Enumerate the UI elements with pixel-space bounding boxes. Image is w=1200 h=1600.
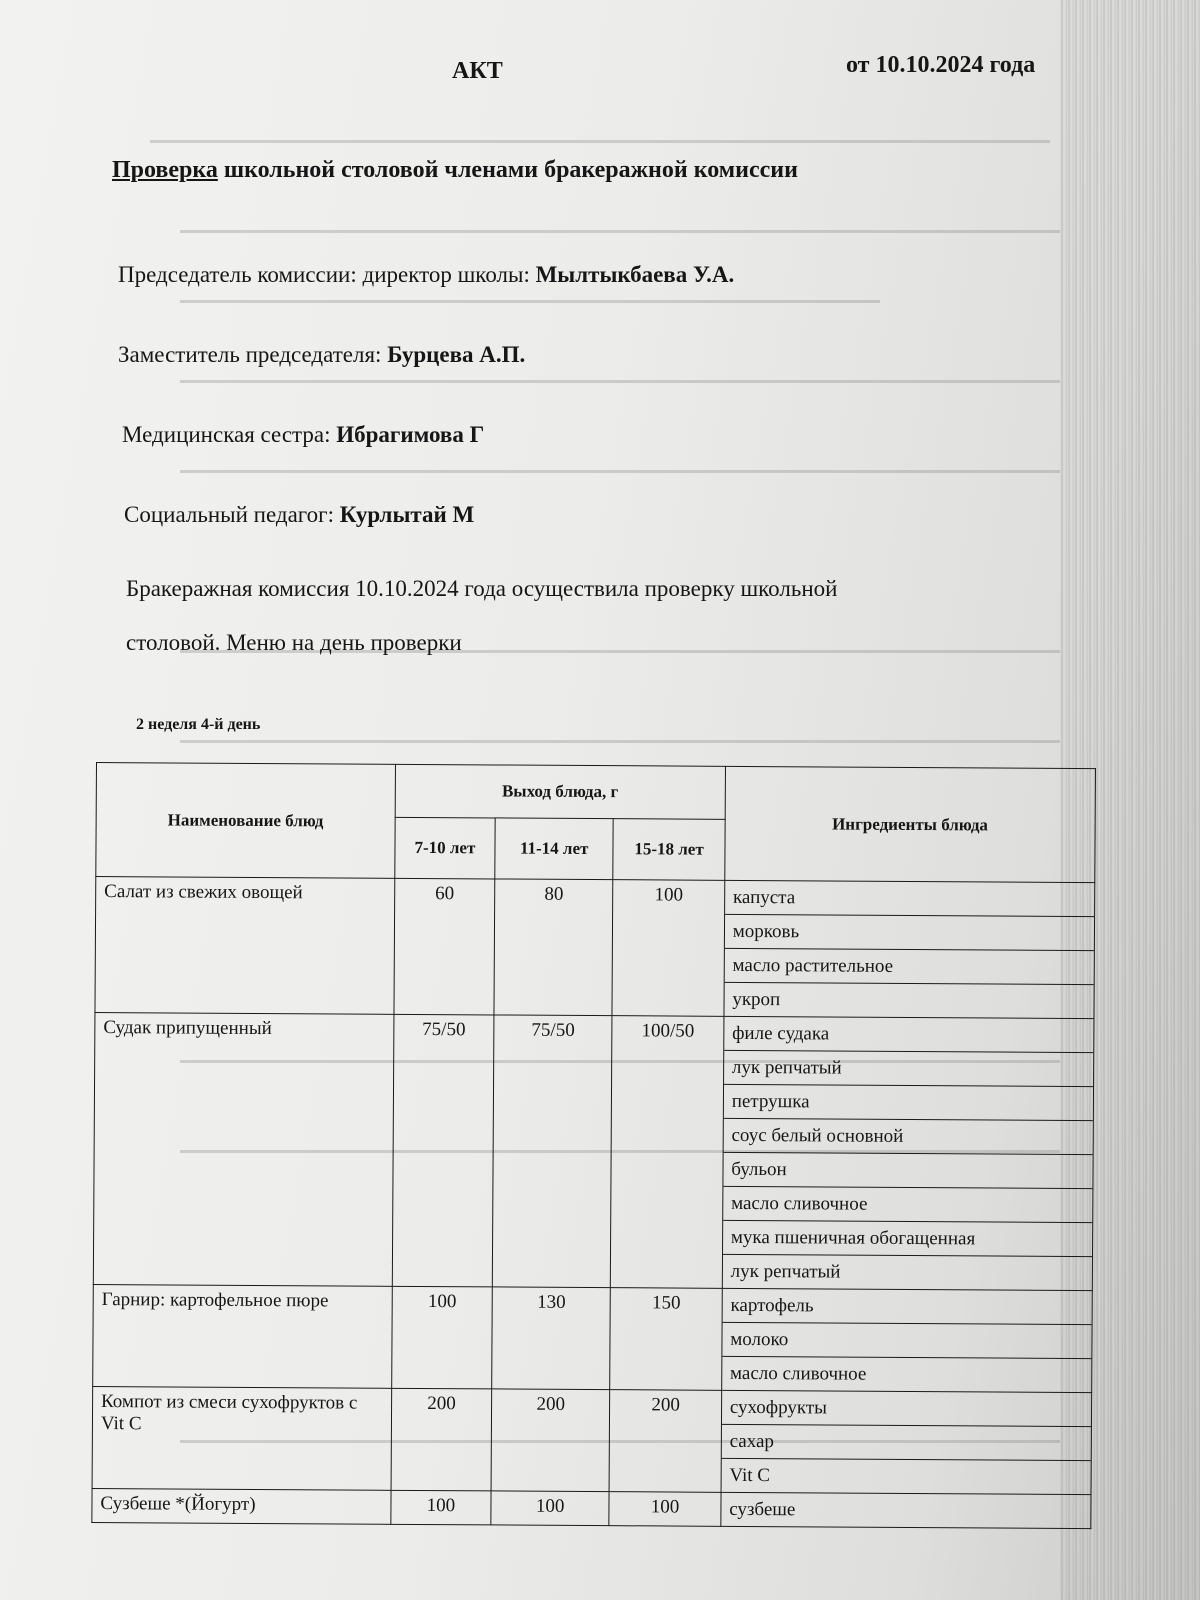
paragraph-line-1: Бракеражная комиссия 10.10.2024 года осуществила проверку школьной [126,576,838,601]
member-role: Заместитель председателя: [118,342,388,367]
portion-cell-age3: 150 [610,1288,722,1391]
ingredients-cell [724,880,1095,1018]
member-role: Медицинская сестра: [122,422,337,447]
document-heading [112,157,798,184]
heading-underlined-word: Проверка [112,157,218,183]
ingredient-item: масло сливочное [723,1187,1092,1223]
portion-cell-age2: 130 [492,1287,611,1390]
ingredients-cell [721,1390,1092,1494]
dish-name-cell: Сузбеше *(Йогурт) [92,1488,391,1524]
member-name: Ибрагимова Г [336,422,485,447]
ingredient-item: сузбеше [729,1498,796,1521]
column-header-dish: Наименование блюд [96,763,395,879]
column-header-age-11-14: 11-14 лет [495,818,614,880]
ingredients-cell [721,1288,1092,1392]
table-row [93,1012,1094,1290]
ingredient-item: петрушка [724,1085,1093,1121]
menu-table [91,762,1096,1529]
dish-name-cell: Компот из смеси сухофруктов с Vit C [92,1386,391,1490]
column-header-age-7-10: 7-10 лет [395,817,496,879]
ingredient-item: капуста [725,881,1094,917]
ingredients-cell [721,1492,1091,1528]
ingredient-item: лук репчатый [730,1260,841,1283]
portion-cell-age3: 100/50 [611,1016,724,1289]
ingredient-item: лук репчатый [724,1051,1093,1087]
table-row [95,877,1095,1019]
ingredient-item: укроп [732,988,781,1011]
document-title: АКТ [452,58,503,84]
ingredient-item: мука пшеничная обогащенная [723,1221,1092,1257]
table-row [93,1284,1093,1392]
portion-cell-age1: 100 [391,1286,492,1389]
member-line-chair [118,262,734,288]
member-line-nurse [122,422,484,448]
portion-cell-age2: 80 [494,879,613,1016]
ingredient-item: молоко [722,1323,1091,1359]
portion-cell-age1: 100 [391,1490,492,1525]
dish-name-cell: Судак припущенный [93,1012,393,1286]
portion-cell-age3: 100 [609,1492,721,1527]
menu-table-body [92,877,1095,1529]
ingredient-item: масло сливочное [730,1362,867,1385]
dish-name-cell: Салат из свежих овощей [95,877,395,1015]
ingredient-item: Vit C [729,1464,771,1487]
portion-cell-age1: 60 [394,878,495,1015]
dish-name-cell: Гарнир: картофельное пюре [93,1284,392,1388]
table-row [92,1488,1091,1528]
member-role: Социальный педагог: [124,502,340,527]
portion-cell-age1: 200 [391,1388,492,1491]
column-header-age-15-18: 15-18 лет [613,819,725,881]
ingredient-item: сухофрукты [722,1391,1091,1427]
ingredient-item: филе судака [724,1017,1093,1053]
document-date: от 10.10.2024 года [846,52,1036,78]
ingredients-cell [722,1016,1094,1290]
table-header-row [96,763,1095,822]
member-name: Бурцева А.П. [387,342,526,367]
ingredient-item: бульон [723,1153,1092,1189]
portion-cell-age2: 100 [491,1491,609,1526]
ingredient-item: соус белый основной [723,1119,1092,1155]
portion-cell-age2: 75/50 [492,1015,612,1288]
member-name: Курлытай М [339,502,475,527]
table-row [92,1386,1092,1494]
portion-cell-age1: 75/50 [392,1014,494,1287]
member-line-deputy [118,342,525,368]
member-name: Мылтыкбаева У.А. [535,262,735,287]
ingredient-item: картофель [722,1289,1091,1325]
column-header-output: Выход блюда, г [395,764,725,819]
member-line-social-teacher [124,502,474,528]
column-header-ingredients: Ингредиенты блюда [725,766,1096,882]
ingredient-item: сахар [722,1425,1091,1461]
paragraph-line-2: столовой. Меню на день проверки [126,630,462,655]
menu-day-label: 2 неделя 4-й день [136,716,261,733]
ingredient-item: масло растительное [724,949,1093,985]
member-role: Председатель комиссии: директор школы: [118,262,536,287]
portion-cell-age3: 100 [612,880,724,1017]
ingredient-item: морковь [725,915,1094,951]
heading-text: школьной столовой членами бракеражной комиссии [217,157,798,183]
portion-cell-age2: 200 [491,1389,610,1492]
portion-cell-age3: 200 [609,1390,721,1493]
